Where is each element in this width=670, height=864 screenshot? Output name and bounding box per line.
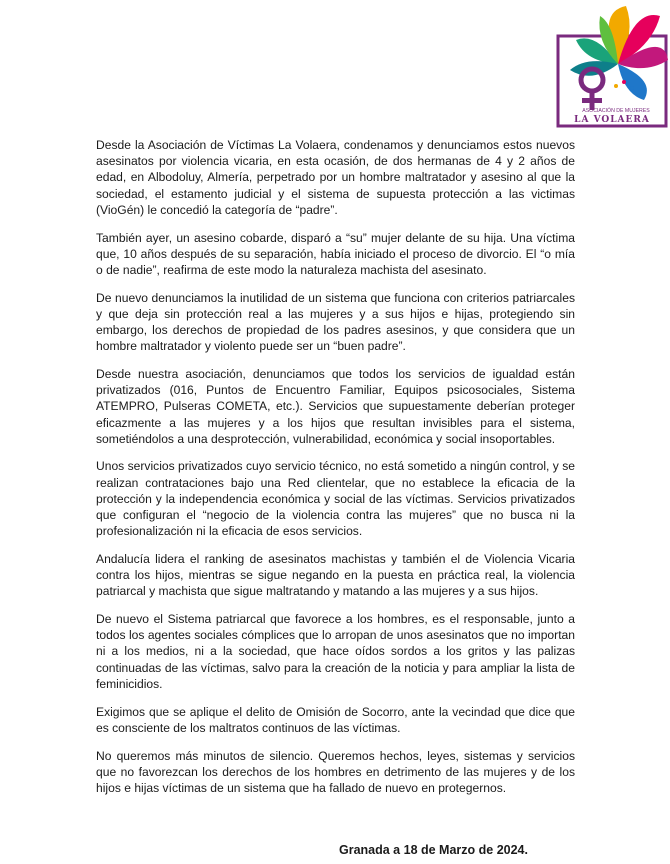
paragraph: No queremos más minutos de silencio. Queremos hechos, leyes, sistemas y servicios que no favorezcan los derechos de los hombres en detrimento de las mujeres y de los hijos e hijas víctimas de un sistema que ha fallado de nuevo en protegernos. bbox=[96, 748, 575, 795]
la-volaera-logo bbox=[556, 2, 668, 128]
paragraph: Desde la Asociación de Víctimas La Volaera, condenamos y denunciamos estos nuevos asesinatos por violencia vicaria, en esta ocasión, de dos hermanas de 4 y 2 años de edad, en Albodoluy, Almería, perpetrado por un hombre maltratador y asesino al que la sociedad, el estamento judicial y el sistema de supuesta protección a las victimas (VioGén) le concedió la categoría de “padre”. bbox=[96, 138, 575, 217]
paragraph: También ayer, un asesino cobarde, disparó a “su” mujer delante de su hija. Una víctima que, 10 años después de su separación, había iniciado el proceso de divorcio. El “o mía o de nadie”, reafirma de este modo la naturaleza machista del asesinato. bbox=[96, 230, 575, 277]
paragraph: De nuevo denunciamos la inutilidad de un sistema que funciona con criterios patriarcales y que deja sin protección real a las mujeres y a sus hijos e hijas, protegiendo sin embargo, los derechos de propiedad de los padres asesinos, y que considera que un hombre maltratador y violento puede ser un “buen padre”. bbox=[96, 290, 575, 354]
logo-name-text: LA VOLAERA bbox=[574, 115, 650, 125]
pinwheel-logo-icon bbox=[556, 2, 668, 128]
date-line: Granada a 18 de Marzo de 2024. bbox=[339, 843, 528, 857]
paragraph: Desde nuestra asociación, denunciamos que todos los servicios de igualdad están privatizados (016, Puntos de Encuentro Familiar, Equipos psicosociales, Sistema ATEMPRO, Pulseras COMETA, etc.). Servicios que supuestamente deberían proteger eficazmente a las mujeres y a los hijos que resultan invisibles para el sistema, sometiéndolos a una desprotección, vulnerabilidad, económica y social insoportables. bbox=[96, 366, 575, 446]
paragraph: Unos servicios privatizados cuyo servicio técnico, no está sometido a ningún control, y se realizan contrataciones bajo una Red clientelar, que no establece la eficacia de la protección y la independencia económica y social de las víctimas. Servicios privatizados que configuran el “negocio de la violencia contra las mujeres” que no busca ni la profesionalización ni la eficacia de esos servicios. bbox=[96, 459, 575, 539]
document-body bbox=[96, 137, 575, 808]
logo-association-text: ASOCIACIÓN DE MUJERES bbox=[582, 108, 650, 114]
paragraph: De nuevo el Sistema patriarcal que favorece a los hombres, es el responsable, junto a todos los agentes sociales cómplices que lo arropan de unos asesinatos que no importan ni a los medios, ni a la sociedad, que hace oídos sordos a los gritos y las palizas continuadas de las víctimas, salvo para la creación de la noticia y para ampliar la lista de feminicidios. bbox=[96, 612, 575, 691]
paragraph: Exigimos que se aplique el delito de Omisión de Socorro, ante la vecindad que dice que es consciente de los maltratos continuos de las víctimas. bbox=[96, 704, 575, 735]
paragraph: Andalucía lidera el ranking de asesinatos machistas y también el de Violencia Vicaria contra los hijos, mientras se sigue negando en la puesta en práctica real, la violencia patriarcal y machista que sigue maltratando y matando a las mujeres y a sus hijos. bbox=[96, 551, 575, 599]
